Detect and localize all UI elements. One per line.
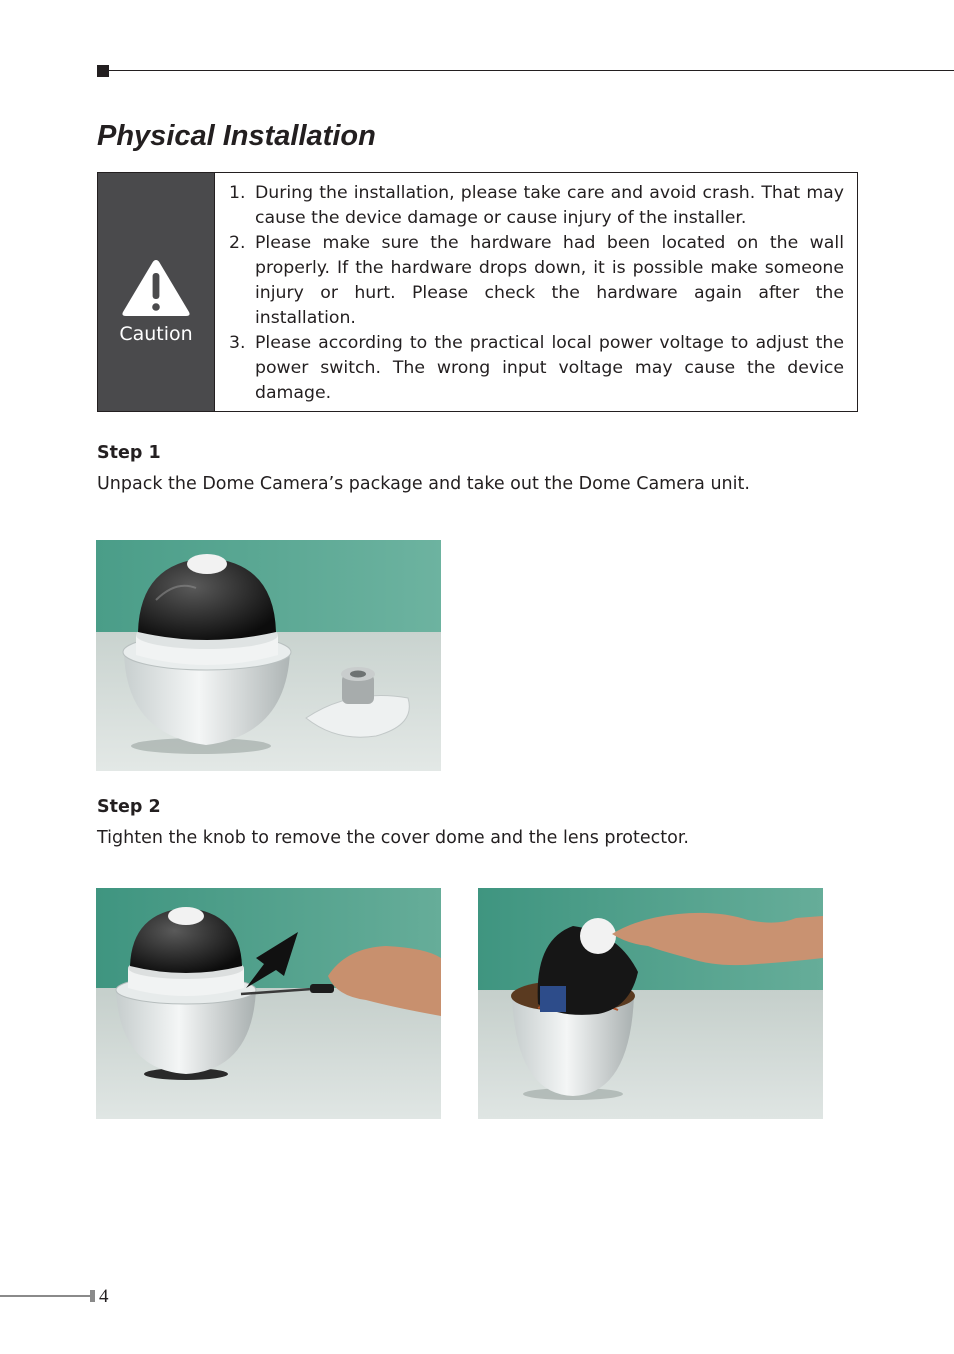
step-1-text: Unpack the Dome Camera’s package and take out the Dome Camera unit. bbox=[97, 474, 750, 494]
caution-item bbox=[229, 181, 844, 231]
step-2-heading: Step 2 bbox=[97, 797, 161, 817]
caution-content bbox=[215, 173, 857, 411]
step-1-heading: Step 1 bbox=[97, 443, 161, 463]
photo-remove-lens-protector bbox=[478, 888, 823, 1119]
warning-triangle-icon bbox=[120, 257, 192, 319]
caution-label: Caution bbox=[119, 323, 193, 345]
page-number: 4 bbox=[99, 1286, 109, 1307]
caution-item-number: 1. bbox=[229, 183, 246, 203]
caution-panel bbox=[98, 173, 215, 411]
step-2-text: Tighten the knob to remove the cover dome and the lens protector. bbox=[97, 828, 689, 848]
caution-box bbox=[97, 172, 858, 412]
page-title: Physical Installation bbox=[97, 120, 376, 152]
caution-list bbox=[229, 181, 844, 406]
caution-item bbox=[229, 231, 844, 331]
caution-item-text: Please make sure the hardware had been located on the wall properly. If the hardware drops down, it is possible make someone injury or hurt. Please check the hardware again after the installation. bbox=[255, 233, 844, 328]
caution-item bbox=[229, 331, 844, 406]
caution-item-text: During the installation, please take care and avoid crash. That may cause the device damage or cause injury of the installer. bbox=[255, 183, 844, 228]
footer-mark bbox=[90, 1290, 95, 1302]
header-square bbox=[97, 65, 109, 77]
header-rule bbox=[109, 70, 954, 71]
caution-item-number: 3. bbox=[229, 333, 246, 353]
photo-dome-camera-unpacked bbox=[96, 540, 441, 771]
photo-loosen-knob bbox=[96, 888, 441, 1119]
caution-item-text: Please according to the practical local power voltage to adjust the power switch. The wrong input voltage may cause the device damage. bbox=[255, 333, 844, 403]
footer-rule bbox=[0, 1295, 90, 1297]
caution-item-number: 2. bbox=[229, 233, 246, 253]
